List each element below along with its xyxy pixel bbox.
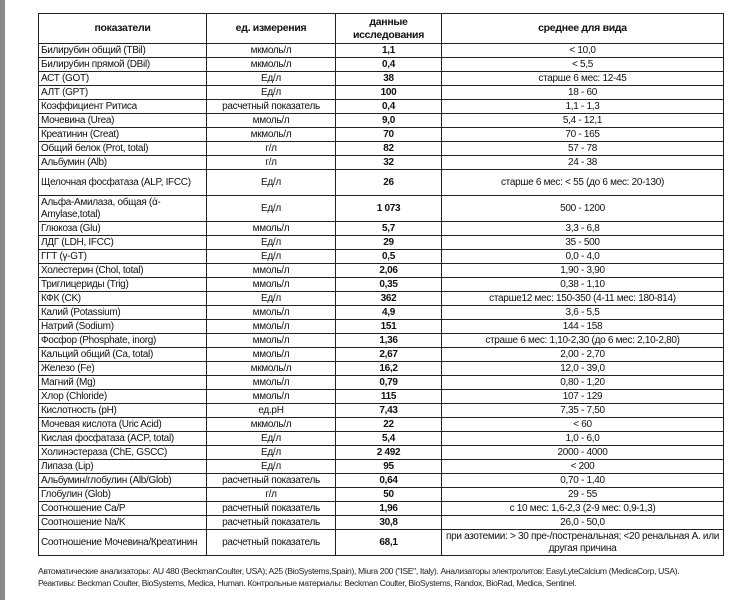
- table-row: [39, 306, 724, 320]
- table-row: [39, 320, 724, 334]
- header-indicator: показатели: [39, 14, 207, 44]
- row-value: 0,4: [336, 58, 442, 72]
- table-header: [39, 14, 724, 44]
- row-reference: 1,90 - 3,90: [442, 264, 724, 278]
- table-row: [39, 362, 724, 376]
- row-unit: г/л: [207, 156, 336, 170]
- table-row: [39, 460, 724, 474]
- results-table: [38, 13, 724, 556]
- row-reference: < 60: [442, 418, 724, 432]
- header-value: данные исследования: [336, 14, 442, 44]
- row-value: 1,96: [336, 502, 442, 516]
- row-reference: 1,1 - 1,3: [442, 100, 724, 114]
- table-row: [39, 72, 724, 86]
- row-reference: при азотемии: > 30 пре-/постренальная; <20 ренальная А. или другая причина: [442, 530, 724, 556]
- row-name: Креатинин (Creat): [39, 128, 207, 142]
- row-reference: 18 - 60: [442, 86, 724, 100]
- row-unit: мкмоль/л: [207, 418, 336, 432]
- row-unit: мкмоль/л: [207, 58, 336, 72]
- row-name: Альбумин/глобулин (Alb/Glob): [39, 474, 207, 488]
- table-row: [39, 530, 724, 556]
- row-value: 2,67: [336, 348, 442, 362]
- row-reference: < 200: [442, 460, 724, 474]
- row-value: 38: [336, 72, 442, 86]
- row-reference: 2,00 - 2,70: [442, 348, 724, 362]
- row-unit: ммоль/л: [207, 114, 336, 128]
- row-value: 0,79: [336, 376, 442, 390]
- table-row: [39, 348, 724, 362]
- row-unit: ммоль/л: [207, 306, 336, 320]
- row-reference: 0,80 - 1,20: [442, 376, 724, 390]
- table-row: [39, 418, 724, 432]
- row-unit: расчетный показатель: [207, 100, 336, 114]
- table-row: [39, 432, 724, 446]
- row-unit: ед.pH: [207, 404, 336, 418]
- header-reference: среднее для вида: [442, 14, 724, 44]
- row-value: 16,2: [336, 362, 442, 376]
- row-unit: расчетный показатель: [207, 474, 336, 488]
- row-reference: 5,4 - 12,1: [442, 114, 724, 128]
- row-reference: 70 - 165: [442, 128, 724, 142]
- row-name: Соотношение Na/K: [39, 516, 207, 530]
- row-reference: 500 - 1200: [442, 196, 724, 222]
- row-name: Кислотность (pH): [39, 404, 207, 418]
- row-reference: 107 - 129: [442, 390, 724, 404]
- footer-note: Автоматические анализаторы: AU 480 (BeckmanCoulter, USA); A25 (BioSystems,Spain), Miura 200 ("ISE", Italy). Анализаторы электролитов: EasyLyteCalcium (MedicaCorp, USA). Реактивы: Beckman Coulter, BioSystems, Medica, Human. Контрольные материалы: Beckman Coulter, BioSystems, Randox, BioRad, Medica, Sentinel.: [38, 566, 680, 588]
- row-name: Билирубин прямой (DBil): [39, 58, 207, 72]
- row-reference: с 10 мес: 1,6-2,3 (2-9 мес: 0,9-1,3): [442, 502, 724, 516]
- table-row: [39, 196, 724, 222]
- row-value: 0,64: [336, 474, 442, 488]
- row-name: Мочевая кислота (Uric Acid): [39, 418, 207, 432]
- row-value: 0,35: [336, 278, 442, 292]
- row-name: Триглицериды (Trig): [39, 278, 207, 292]
- row-name: Натрий (Sodium): [39, 320, 207, 334]
- table-row: [39, 58, 724, 72]
- row-reference: 0,38 - 1,10: [442, 278, 724, 292]
- row-value: 82: [336, 142, 442, 156]
- row-unit: ммоль/л: [207, 320, 336, 334]
- row-name: Холестерин (Chol, total): [39, 264, 207, 278]
- row-value: 22: [336, 418, 442, 432]
- row-unit: ммоль/л: [207, 222, 336, 236]
- table-row: [39, 474, 724, 488]
- row-reference: старше 6 мес: < 55 (до 6 мес: 20-130): [442, 170, 724, 196]
- table-row: [39, 376, 724, 390]
- row-unit: Ед/л: [207, 446, 336, 460]
- row-name: АСТ (GOT): [39, 72, 207, 86]
- row-value: 5,4: [336, 432, 442, 446]
- table-row: [39, 236, 724, 250]
- row-unit: ммоль/л: [207, 376, 336, 390]
- header-unit: ед. измерения: [207, 14, 336, 44]
- row-unit: Ед/л: [207, 72, 336, 86]
- row-name: Железо (Fe): [39, 362, 207, 376]
- row-reference: 1,0 - 6,0: [442, 432, 724, 446]
- table-row: [39, 292, 724, 306]
- row-reference: 29 - 55: [442, 488, 724, 502]
- row-value: 95: [336, 460, 442, 474]
- row-unit: Ед/л: [207, 250, 336, 264]
- row-reference: 7,35 - 7,50: [442, 404, 724, 418]
- row-name: Мочевина (Urea): [39, 114, 207, 128]
- table-row: [39, 278, 724, 292]
- row-name: Соотношение Мочевина/Креатинин: [39, 530, 207, 556]
- row-value: 1 073: [336, 196, 442, 222]
- window-edge: [0, 0, 5, 600]
- row-unit: мкмоль/л: [207, 128, 336, 142]
- row-value: 362: [336, 292, 442, 306]
- row-reference: < 5,5: [442, 58, 724, 72]
- row-value: 5,7: [336, 222, 442, 236]
- row-reference: старше 6 мес: 12-45: [442, 72, 724, 86]
- row-value: 4,9: [336, 306, 442, 320]
- table-row: [39, 264, 724, 278]
- row-name: Щелочная фосфатаза (ALP, IFCC): [39, 170, 207, 196]
- row-reference: страше 6 мес: 1,10-2,30 (до 6 мес: 2,10-2,80): [442, 334, 724, 348]
- row-value: 29: [336, 236, 442, 250]
- table-row: [39, 404, 724, 418]
- row-value: 26: [336, 170, 442, 196]
- row-unit: ммоль/л: [207, 278, 336, 292]
- row-value: 7,43: [336, 404, 442, 418]
- row-unit: Ед/л: [207, 170, 336, 196]
- table-row: [39, 222, 724, 236]
- row-name: Альфа-Амилаза, общая (ά-Amylase,total): [39, 196, 207, 222]
- row-reference: 12,0 - 39,0: [442, 362, 724, 376]
- row-name: Кальций общий (Ca, total): [39, 348, 207, 362]
- row-unit: мкмоль/л: [207, 44, 336, 58]
- row-unit: расчетный показатель: [207, 516, 336, 530]
- row-unit: ммоль/л: [207, 390, 336, 404]
- row-value: 70: [336, 128, 442, 142]
- table-row: [39, 156, 724, 170]
- row-reference: 26,0 - 50,0: [442, 516, 724, 530]
- row-reference: 0,0 - 4,0: [442, 250, 724, 264]
- row-value: 2 492: [336, 446, 442, 460]
- table-row: [39, 44, 724, 58]
- row-name: Билирубин общий (TBil): [39, 44, 207, 58]
- row-value: 0,5: [336, 250, 442, 264]
- row-name: Липаза (Lip): [39, 460, 207, 474]
- row-unit: Ед/л: [207, 86, 336, 100]
- row-name: Магний (Mg): [39, 376, 207, 390]
- row-unit: ммоль/л: [207, 264, 336, 278]
- row-value: 115: [336, 390, 442, 404]
- row-name: Кислая фосфатаза (ACP, total): [39, 432, 207, 446]
- row-name: Холинэстераза (ChE, GSCC): [39, 446, 207, 460]
- row-reference: 3,3 - 6,8: [442, 222, 724, 236]
- row-reference: 24 - 38: [442, 156, 724, 170]
- row-value: 100: [336, 86, 442, 100]
- row-name: Альбумин (Alb): [39, 156, 207, 170]
- row-value: 32: [336, 156, 442, 170]
- table-row: [39, 128, 724, 142]
- row-value: 1,36: [336, 334, 442, 348]
- table-row: [39, 250, 724, 264]
- row-unit: расчетный показатель: [207, 530, 336, 556]
- table-row: [39, 516, 724, 530]
- table-row: [39, 86, 724, 100]
- row-name: Коэффициент Ритиса: [39, 100, 207, 114]
- table-row: [39, 488, 724, 502]
- row-name: Глобулин (Glob): [39, 488, 207, 502]
- row-value: 0,4: [336, 100, 442, 114]
- row-name: КФК (CK): [39, 292, 207, 306]
- row-name: Фосфор (Phosphate, inorg): [39, 334, 207, 348]
- row-reference: 3,6 - 5,5: [442, 306, 724, 320]
- row-unit: Ед/л: [207, 432, 336, 446]
- row-unit: ммоль/л: [207, 334, 336, 348]
- row-name: АЛТ (GPT): [39, 86, 207, 100]
- table-row: [39, 114, 724, 128]
- row-unit: г/л: [207, 488, 336, 502]
- row-name: ГГТ (γ-GT): [39, 250, 207, 264]
- row-unit: Ед/л: [207, 196, 336, 222]
- row-reference: 0,70 - 1,40: [442, 474, 724, 488]
- row-unit: Ед/л: [207, 460, 336, 474]
- row-reference: 2000 - 4000: [442, 446, 724, 460]
- table-row: [39, 100, 724, 114]
- row-name: ЛДГ (LDH, IFCC): [39, 236, 207, 250]
- row-unit: г/л: [207, 142, 336, 156]
- row-reference: < 10,0: [442, 44, 724, 58]
- row-value: 2,06: [336, 264, 442, 278]
- row-name: Общий белок (Prot, total): [39, 142, 207, 156]
- table-row: [39, 334, 724, 348]
- row-value: 68,1: [336, 530, 442, 556]
- table-row: [39, 502, 724, 516]
- row-value: 9,0: [336, 114, 442, 128]
- table-row: [39, 170, 724, 196]
- row-reference: 57 - 78: [442, 142, 724, 156]
- row-name: Калий (Potassium): [39, 306, 207, 320]
- row-unit: расчетный показатель: [207, 502, 336, 516]
- table-row: [39, 390, 724, 404]
- row-value: 151: [336, 320, 442, 334]
- row-value: 1,1: [336, 44, 442, 58]
- row-name: Соотношение Ca/P: [39, 502, 207, 516]
- row-unit: Ед/л: [207, 292, 336, 306]
- row-value: 30,8: [336, 516, 442, 530]
- row-value: 50: [336, 488, 442, 502]
- row-name: Глюкоза (Glu): [39, 222, 207, 236]
- row-reference: 144 - 158: [442, 320, 724, 334]
- row-reference: 35 - 500: [442, 236, 724, 250]
- row-reference: старше12 мес: 150-350 (4-11 мес: 180-814): [442, 292, 724, 306]
- row-name: Хлор (Chloride): [39, 390, 207, 404]
- table-row: [39, 446, 724, 460]
- table-row: [39, 142, 724, 156]
- row-unit: мкмоль/л: [207, 362, 336, 376]
- row-unit: Ед/л: [207, 236, 336, 250]
- row-unit: ммоль/л: [207, 348, 336, 362]
